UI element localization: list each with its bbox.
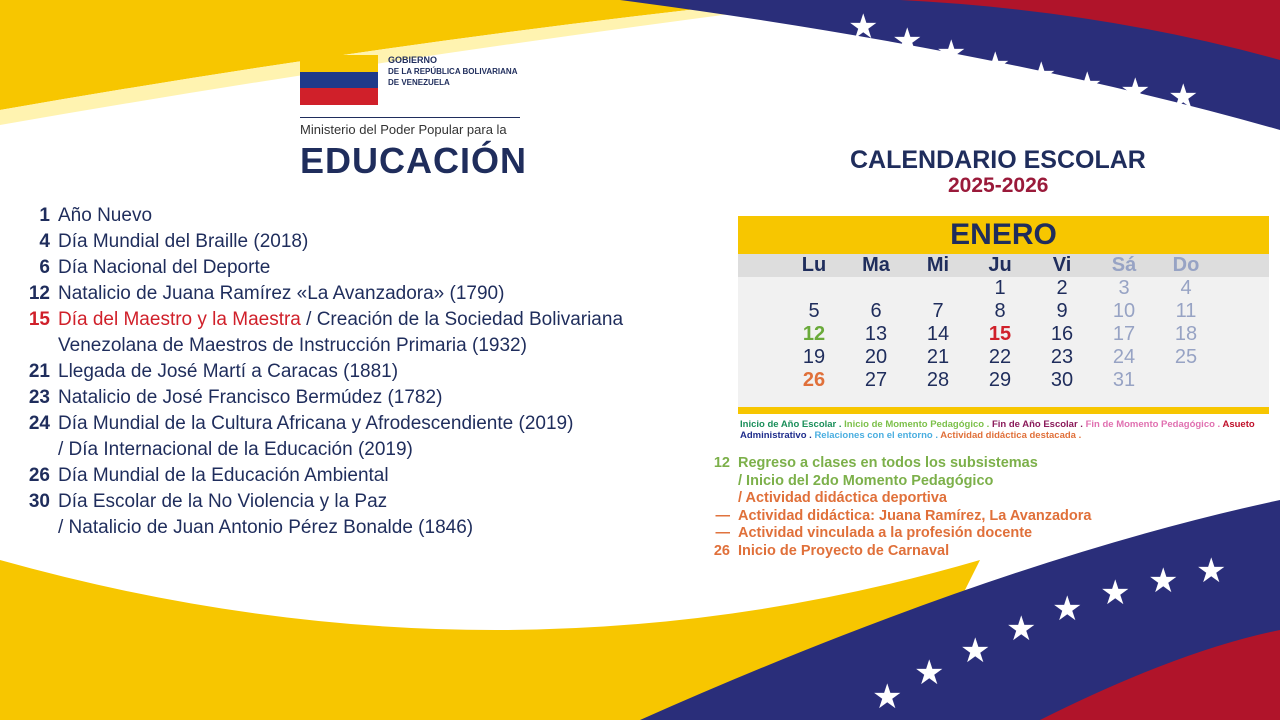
calendar-day: 10 <box>1112 300 1136 322</box>
calendar-day: 18 <box>1174 323 1198 345</box>
legend-item: Asueto <box>1222 419 1255 430</box>
efemeride-text <box>58 229 308 255</box>
calendar-day: 12 <box>802 323 826 345</box>
efemeride-text <box>58 255 270 281</box>
calendar-day: 2 <box>1056 277 1068 299</box>
event-item <box>708 543 1091 561</box>
description: Día Mundial del Braille (2018) <box>58 231 309 252</box>
event-item <box>708 508 1091 526</box>
description: Día Escolar de la No Violencia y la Paz <box>58 491 388 512</box>
event-item <box>708 490 1091 508</box>
gov-line1: GOBIERNO <box>388 55 438 65</box>
calendar-day: 13 <box>864 323 888 345</box>
svg-text:★: ★ <box>848 7 879 47</box>
calendar-day: 9 <box>1056 300 1068 322</box>
efemeride-item <box>20 359 623 385</box>
day-number: 23 <box>28 387 50 408</box>
ministry-name: EDUCACIÓN <box>300 140 528 181</box>
svg-text:★: ★ <box>1148 561 1179 601</box>
event-text: / Actividad didáctica deportiva <box>738 490 947 506</box>
legend-item: Inicio de Año Escolar . <box>740 419 842 430</box>
legend-item: Actividad didáctica destacada . <box>940 430 1082 441</box>
description: Natalicio de José Francisco Bermúdez (1782) <box>58 387 443 408</box>
calendar-day <box>783 277 845 300</box>
efemeride-text <box>58 281 504 307</box>
day-number: 6 <box>39 257 50 278</box>
event-item <box>708 455 1091 473</box>
legend-item: Relaciones con el entorno . <box>814 430 938 441</box>
gov-line2: DE LA REPÚBLICA BOLIVARIANA <box>388 67 518 76</box>
calendar-day: 29 <box>988 369 1012 391</box>
svg-text:★: ★ <box>1120 71 1151 111</box>
description: Llegada de José Martí a Caracas (1881) <box>58 361 399 382</box>
efemeride-item <box>20 229 623 255</box>
svg-text:★: ★ <box>892 21 923 61</box>
month-name: ENERO <box>738 216 1269 254</box>
svg-text:★: ★ <box>1006 609 1037 649</box>
legend-item: Administrativo . <box>740 430 812 441</box>
calendar-day: 19 <box>802 346 826 368</box>
event-text: Regreso a clases en todos los subsistemas <box>738 455 1038 471</box>
svg-text:★: ★ <box>872 677 903 717</box>
event-item <box>708 473 1091 491</box>
efemeride-item <box>20 463 623 489</box>
event-text: / Inicio del 2do Momento Pedagógico <box>738 472 994 489</box>
calendar-day: 17 <box>1112 323 1136 345</box>
calendar-day: 27 <box>864 369 888 391</box>
calendar-day: 8 <box>994 300 1006 322</box>
event-day <box>708 473 730 491</box>
calendar-day: 24 <box>1112 346 1136 368</box>
calendar-year: 2025-2026 <box>948 174 1049 197</box>
svg-text:★: ★ <box>1052 589 1083 629</box>
legend-item: Inicio de Momento Pedagógico . <box>844 419 990 430</box>
event-day <box>708 490 730 508</box>
efemeride-item <box>20 307 623 333</box>
calendar-day: 20 <box>864 346 888 368</box>
ministry-label: Ministerio del Poder Popular para la <box>300 122 507 137</box>
efemeride-continuation: / Natalicio de Juan Antonio Pérez Bonalde (1846) <box>58 517 474 538</box>
description: Natalicio de Juana Ramírez «La Avanzadora» (1790) <box>58 283 505 304</box>
description: Día Nacional del Deporte <box>58 257 271 278</box>
calendar-title: CALENDARIO ESCOLAR <box>850 146 1146 174</box>
efemeride-text <box>58 307 623 333</box>
calendar-day: 23 <box>1050 346 1074 368</box>
calendar-day: 30 <box>1050 369 1074 391</box>
svg-text:★: ★ <box>1168 77 1199 117</box>
calendar-day: 7 <box>932 300 944 322</box>
calendar-day: 15 <box>988 323 1012 345</box>
event-text: Actividad vinculada a la profesión docente <box>738 525 1033 541</box>
efemerides-list <box>20 203 623 541</box>
efemeride-item <box>20 255 623 281</box>
calendar-day: 31 <box>1112 369 1136 391</box>
calendar-day: 6 <box>870 300 882 322</box>
calendar-day <box>845 277 907 300</box>
weekday-header: Ma <box>862 254 890 276</box>
calendar-day: 25 <box>1174 346 1198 368</box>
day-number: 4 <box>39 231 50 252</box>
calendar-day: 11 <box>1175 300 1197 322</box>
day-number: 15 <box>28 309 50 330</box>
calendar-day: 21 <box>926 346 950 368</box>
venezuela-flag-icon <box>300 55 378 105</box>
calendar-day: 4 <box>1180 277 1192 299</box>
efemeride-item <box>20 489 623 515</box>
gov-line3: DE VENEZUELA <box>388 78 450 87</box>
calendar-day: 26 <box>802 369 826 391</box>
efemeride-text <box>58 411 573 437</box>
day-number: 1 <box>39 205 50 226</box>
efemeride-text <box>58 203 152 229</box>
svg-text:★: ★ <box>960 631 991 671</box>
highlight-text: Día del Maestro y la Maestra <box>58 309 301 330</box>
description: Día Mundial de la Cultura Africana y Afrodescendiente (2019) <box>58 413 574 434</box>
weekday-header: Mi <box>926 254 950 276</box>
efemeride-text <box>58 489 387 515</box>
calendar-day <box>1155 369 1217 392</box>
svg-text:★: ★ <box>914 653 945 693</box>
event-text: Actividad didáctica: Juana Ramírez, La Avanzadora <box>738 507 1092 524</box>
description: Año Nuevo <box>58 205 153 226</box>
description: / Creación de la Sociedad Bolivariana <box>300 309 624 330</box>
description: Día Mundial de la Educación Ambiental <box>58 465 389 486</box>
weekday-header: Lu <box>801 254 827 276</box>
day-number: 21 <box>28 361 50 382</box>
weekday-header: Ju <box>988 254 1012 276</box>
calendar-day: 3 <box>1118 277 1130 299</box>
legend-item: Fin de Año Escolar . <box>991 419 1083 430</box>
svg-text:★: ★ <box>936 33 967 73</box>
efemeride-item <box>20 411 623 437</box>
svg-text:★: ★ <box>1072 65 1103 105</box>
event-day: 12 <box>713 455 730 471</box>
calendar-day: 22 <box>988 346 1012 368</box>
efemeride-text <box>58 463 389 489</box>
day-number: 30 <box>28 491 50 512</box>
calendar-day: 5 <box>808 300 820 322</box>
svg-text:★: ★ <box>1100 573 1131 613</box>
svg-text:★: ★ <box>1026 55 1057 95</box>
weekday-header: Do <box>1172 254 1200 276</box>
legend-item: Fin de Momento Pedagógico . <box>1085 419 1221 430</box>
efemeride-text <box>58 359 398 385</box>
events-list <box>708 455 1091 560</box>
calendar-day: 16 <box>1050 323 1074 345</box>
efemeride-continuation: / Día Internacional de la Educación (2019) <box>58 439 413 460</box>
event-day: 26 <box>713 542 730 559</box>
event-item <box>708 525 1091 543</box>
event-text: Inicio de Proyecto de Carnaval <box>738 542 950 559</box>
efemeride-text <box>58 385 442 411</box>
efemeride-item <box>20 281 623 307</box>
svg-text:★: ★ <box>1196 551 1227 591</box>
calendar-day: 14 <box>926 323 950 345</box>
month-calendar <box>738 216 1269 414</box>
efemeride-continuation: Venezolana de Maestros de Instrucción Primaria (1932) <box>58 335 527 356</box>
event-day: — <box>715 507 730 524</box>
efemeride-item <box>20 203 623 229</box>
efemeride-item <box>20 385 623 411</box>
weekday-header: Vi <box>1052 254 1072 276</box>
day-number: 24 <box>28 413 50 434</box>
weekday-header: Sá <box>1111 254 1137 276</box>
calendar-day: 28 <box>926 369 950 391</box>
svg-text:★: ★ <box>980 45 1011 85</box>
calendar-day: 1 <box>994 277 1006 299</box>
event-day: — <box>715 525 730 541</box>
color-legend <box>740 419 1275 441</box>
day-number: 26 <box>28 465 50 486</box>
divider <box>300 117 520 118</box>
calendar-day <box>907 277 969 300</box>
day-number: 12 <box>28 283 50 304</box>
